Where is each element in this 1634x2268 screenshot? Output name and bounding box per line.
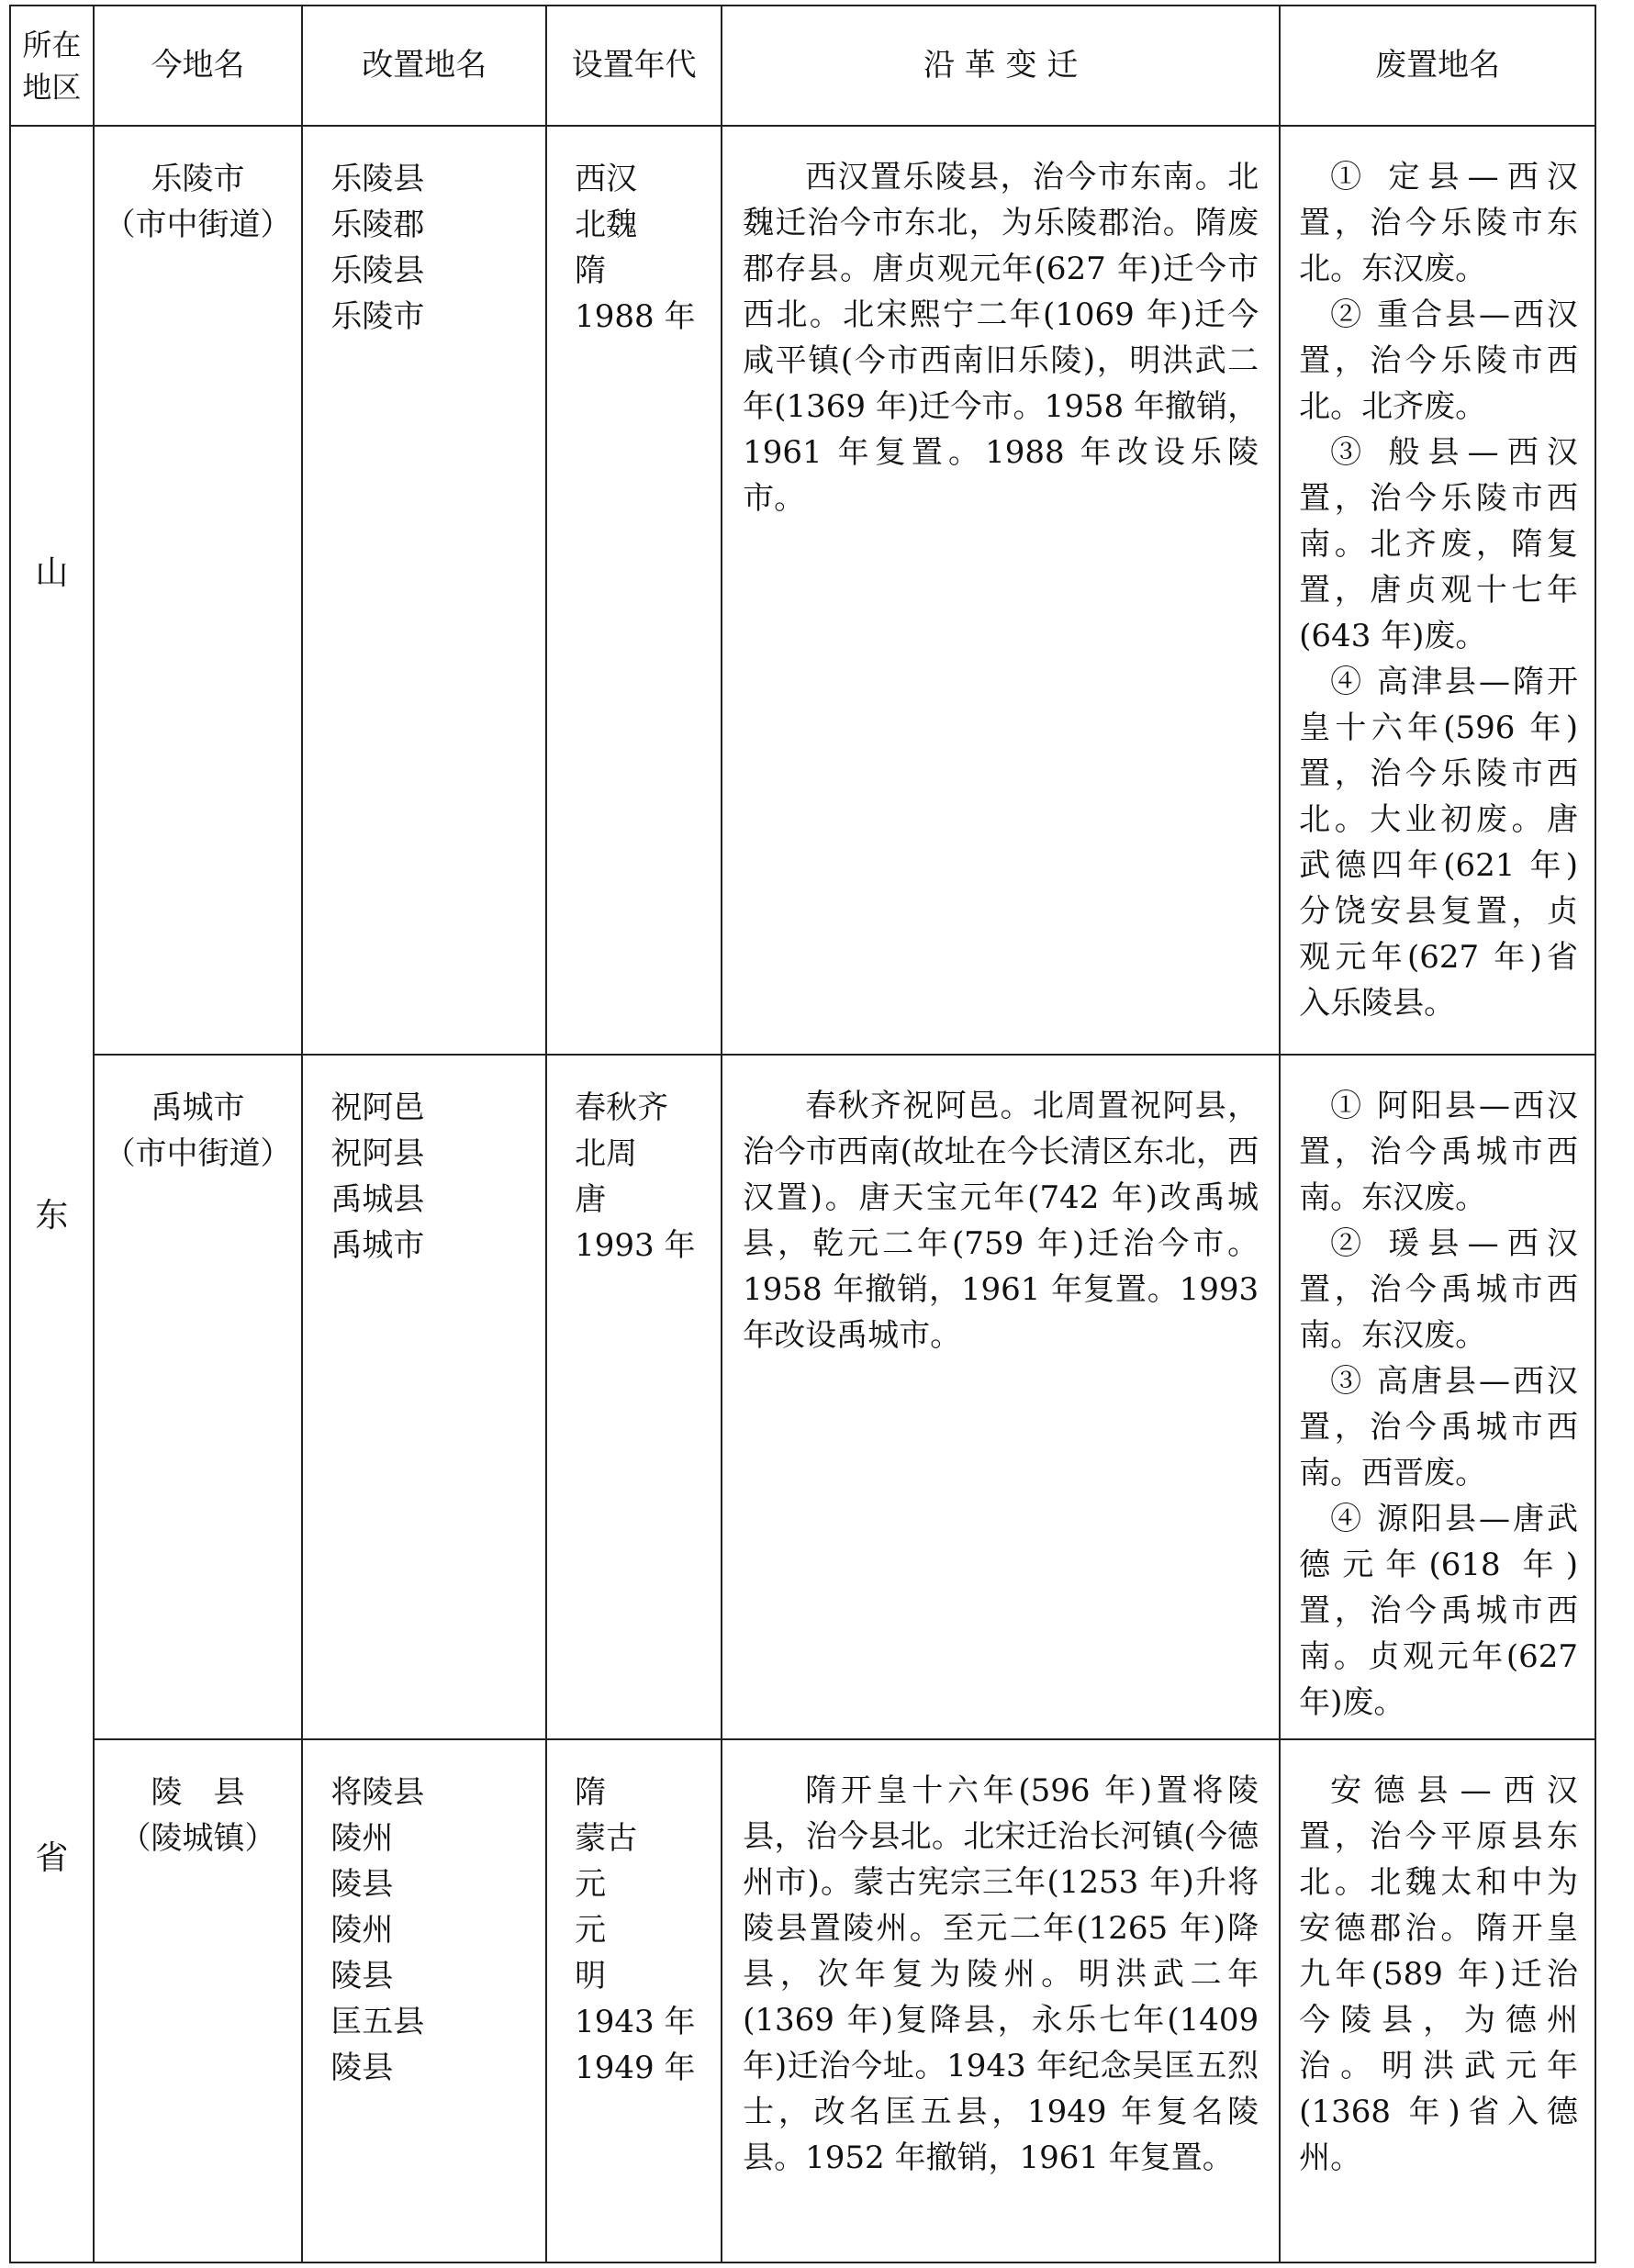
abolished-entry: ③ 般县—西汉置，治今乐陵市西南。北齐废，隋复置，唐贞观十七年(643 年)废。 [1299,434,1578,654]
gazetteer-table [9,5,1596,2263]
header-row [10,6,1595,126]
current-name-note: （陵城镇） [119,1820,276,1857]
table-row [10,1055,1595,1739]
changed-name: 乐陵县 [330,161,425,197]
abolished-entry: ② 重合县—西汉置，治今乐陵市西北。北齐废。 [1299,296,1578,425]
changed-name: 匡五县 [330,2004,425,2040]
current-name-note: （市中街道） [104,207,292,243]
current-name: 禹城市 [151,1089,245,1126]
current-name-cell [94,126,303,1055]
changed-name: 陵州 [330,1820,394,1857]
year: 元 [575,1912,607,1949]
year: 隋 [575,1774,607,1811]
current-name-cell [94,1055,303,1739]
year: 春秋齐 [575,1089,669,1126]
years-cell [546,1739,722,2262]
changed-name: 陵县 [330,1958,394,1994]
history-cell [722,1739,1280,2262]
year: 西汉 [575,161,638,197]
history-text: 隋开皇十六年(596 年)置将陵县，治今县北。北宋迁治长河镇(今德州市)。蒙古宪宗三年(1253 年)升将陵县置陵州。至元二年(1265 年)降县，次年复为陵州。明洪武二年(1369 年)复降县，永乐七年(1409 年)迁治今址。1943 年纪念吴匡五烈士，改名匡五县，1949 年复名陵县。1952 年撤销，1961 年复置。 [743,1772,1259,2176]
abolished-entry: ① 阿阳县—西汉置，治今禹城市西南。东汉废。 [1299,1088,1578,1216]
table-row [10,126,1595,1055]
changed-names-cell [302,1055,546,1739]
abolished-entry: 安德县—西汉置，治今平原县东北。北魏太和中为安德郡治。隋开皇九年(589 年)迁治今陵县，为德州治。明洪武元年(1368 年)省入德州。 [1299,1772,1578,2176]
years-cell [546,126,722,1055]
region-chars [11,249,93,2176]
changed-names-cell [302,126,546,1055]
year: 1949 年 [575,2050,696,2086]
abolished-entry: ③ 高唐县—西汉置，治今禹城市西南。西晋废。 [1299,1363,1578,1492]
changed-name: 乐陵县 [330,252,425,289]
header-changed-name: 改置地名 [302,6,546,126]
region-cell [10,126,94,2262]
year: 唐 [575,1181,607,1218]
changed-name: 陵州 [330,1912,394,1949]
header-current-name: 今地名 [94,6,303,126]
history-cell [722,1055,1280,1739]
changed-name: 乐陵市 [330,298,425,335]
abolished-cell [1280,1739,1595,2262]
year: 1993 年 [575,1227,696,1264]
changed-names-cell [302,1739,546,2262]
region-char: 省 [35,1838,69,1877]
history-text: 春秋齐祝阿邑。北周置祝阿县，治今市西南(故址在今长清区东北，西汉置)。唐天宝元年(742 年)改禹城县，乾元二年(759 年)迁治今市。1958 年撤销，1961 年复置。1993 年改设禹城市。 [743,1088,1259,1354]
abolished-entry: ④ 源阳县—唐武德元年(618 年)置，治今禹城市西南。贞观元年(627 年)废。 [1299,1501,1578,1721]
changed-name: 乐陵郡 [330,207,425,243]
abolished-cell [1280,126,1595,1055]
abolished-entry: ① 定县—西汉置，治今乐陵市东北。东汉废。 [1299,159,1578,287]
year: 北周 [575,1135,638,1172]
history-text: 西汉置乐陵县，治今市东南。北魏迁治今市东北，为乐陵郡治。隋废郡存县。唐贞观元年(627 年)迁今市西北。北宋熙宁二年(1069 年)迁今咸平镇(今市西南旧乐陵)，明洪武二年(1369 年)迁今市。1958 年撤销，1961 年复置。1988 年改设乐陵市。 [743,159,1259,517]
abolished-entry: ② 瑗县—西汉置，治今禹城市西南。东汉废。 [1299,1225,1578,1354]
changed-name: 陵县 [330,2050,394,2086]
year: 蒙古 [575,1820,638,1857]
changed-name: 祝阿县 [330,1135,425,1172]
header-region-label: 所在地区 [22,27,82,105]
year: 元 [575,1866,607,1903]
current-name: 乐陵市 [151,161,245,197]
header-history: 沿 革 变 迁 [722,6,1280,126]
abolished-cell [1280,1055,1595,1739]
changed-name: 将陵县 [330,1774,425,1811]
current-name-note: （市中街道） [104,1135,292,1172]
header-abolished: 废置地名 [1280,6,1595,126]
table-row [10,1739,1595,2262]
current-name-cell [94,1739,303,2262]
history-cell [722,126,1280,1055]
abolished-entry: ④ 高津县—隋开皇十六年(596 年)置，治今乐陵市西北。大业初废。唐武德四年(621 年)分饶安县复置，贞观元年(627 年)省入乐陵县。 [1299,664,1578,1022]
changed-name: 禹城县 [330,1181,425,1218]
region-char: 东 [35,1196,69,1235]
year: 北魏 [575,207,638,243]
changed-name: 禹城市 [330,1227,425,1264]
years-cell [546,1055,722,1739]
header-region [10,6,94,126]
year: 1988 年 [575,298,696,335]
year: 明 [575,1958,607,1994]
current-name: 陵 县 [151,1774,245,1811]
changed-name: 祝阿邑 [330,1089,425,1126]
year: 隋 [575,252,607,289]
year: 1943 年 [575,2004,696,2040]
changed-name: 陵县 [330,1866,394,1903]
region-char: 山 [35,553,69,592]
header-year: 设置年代 [546,6,722,126]
